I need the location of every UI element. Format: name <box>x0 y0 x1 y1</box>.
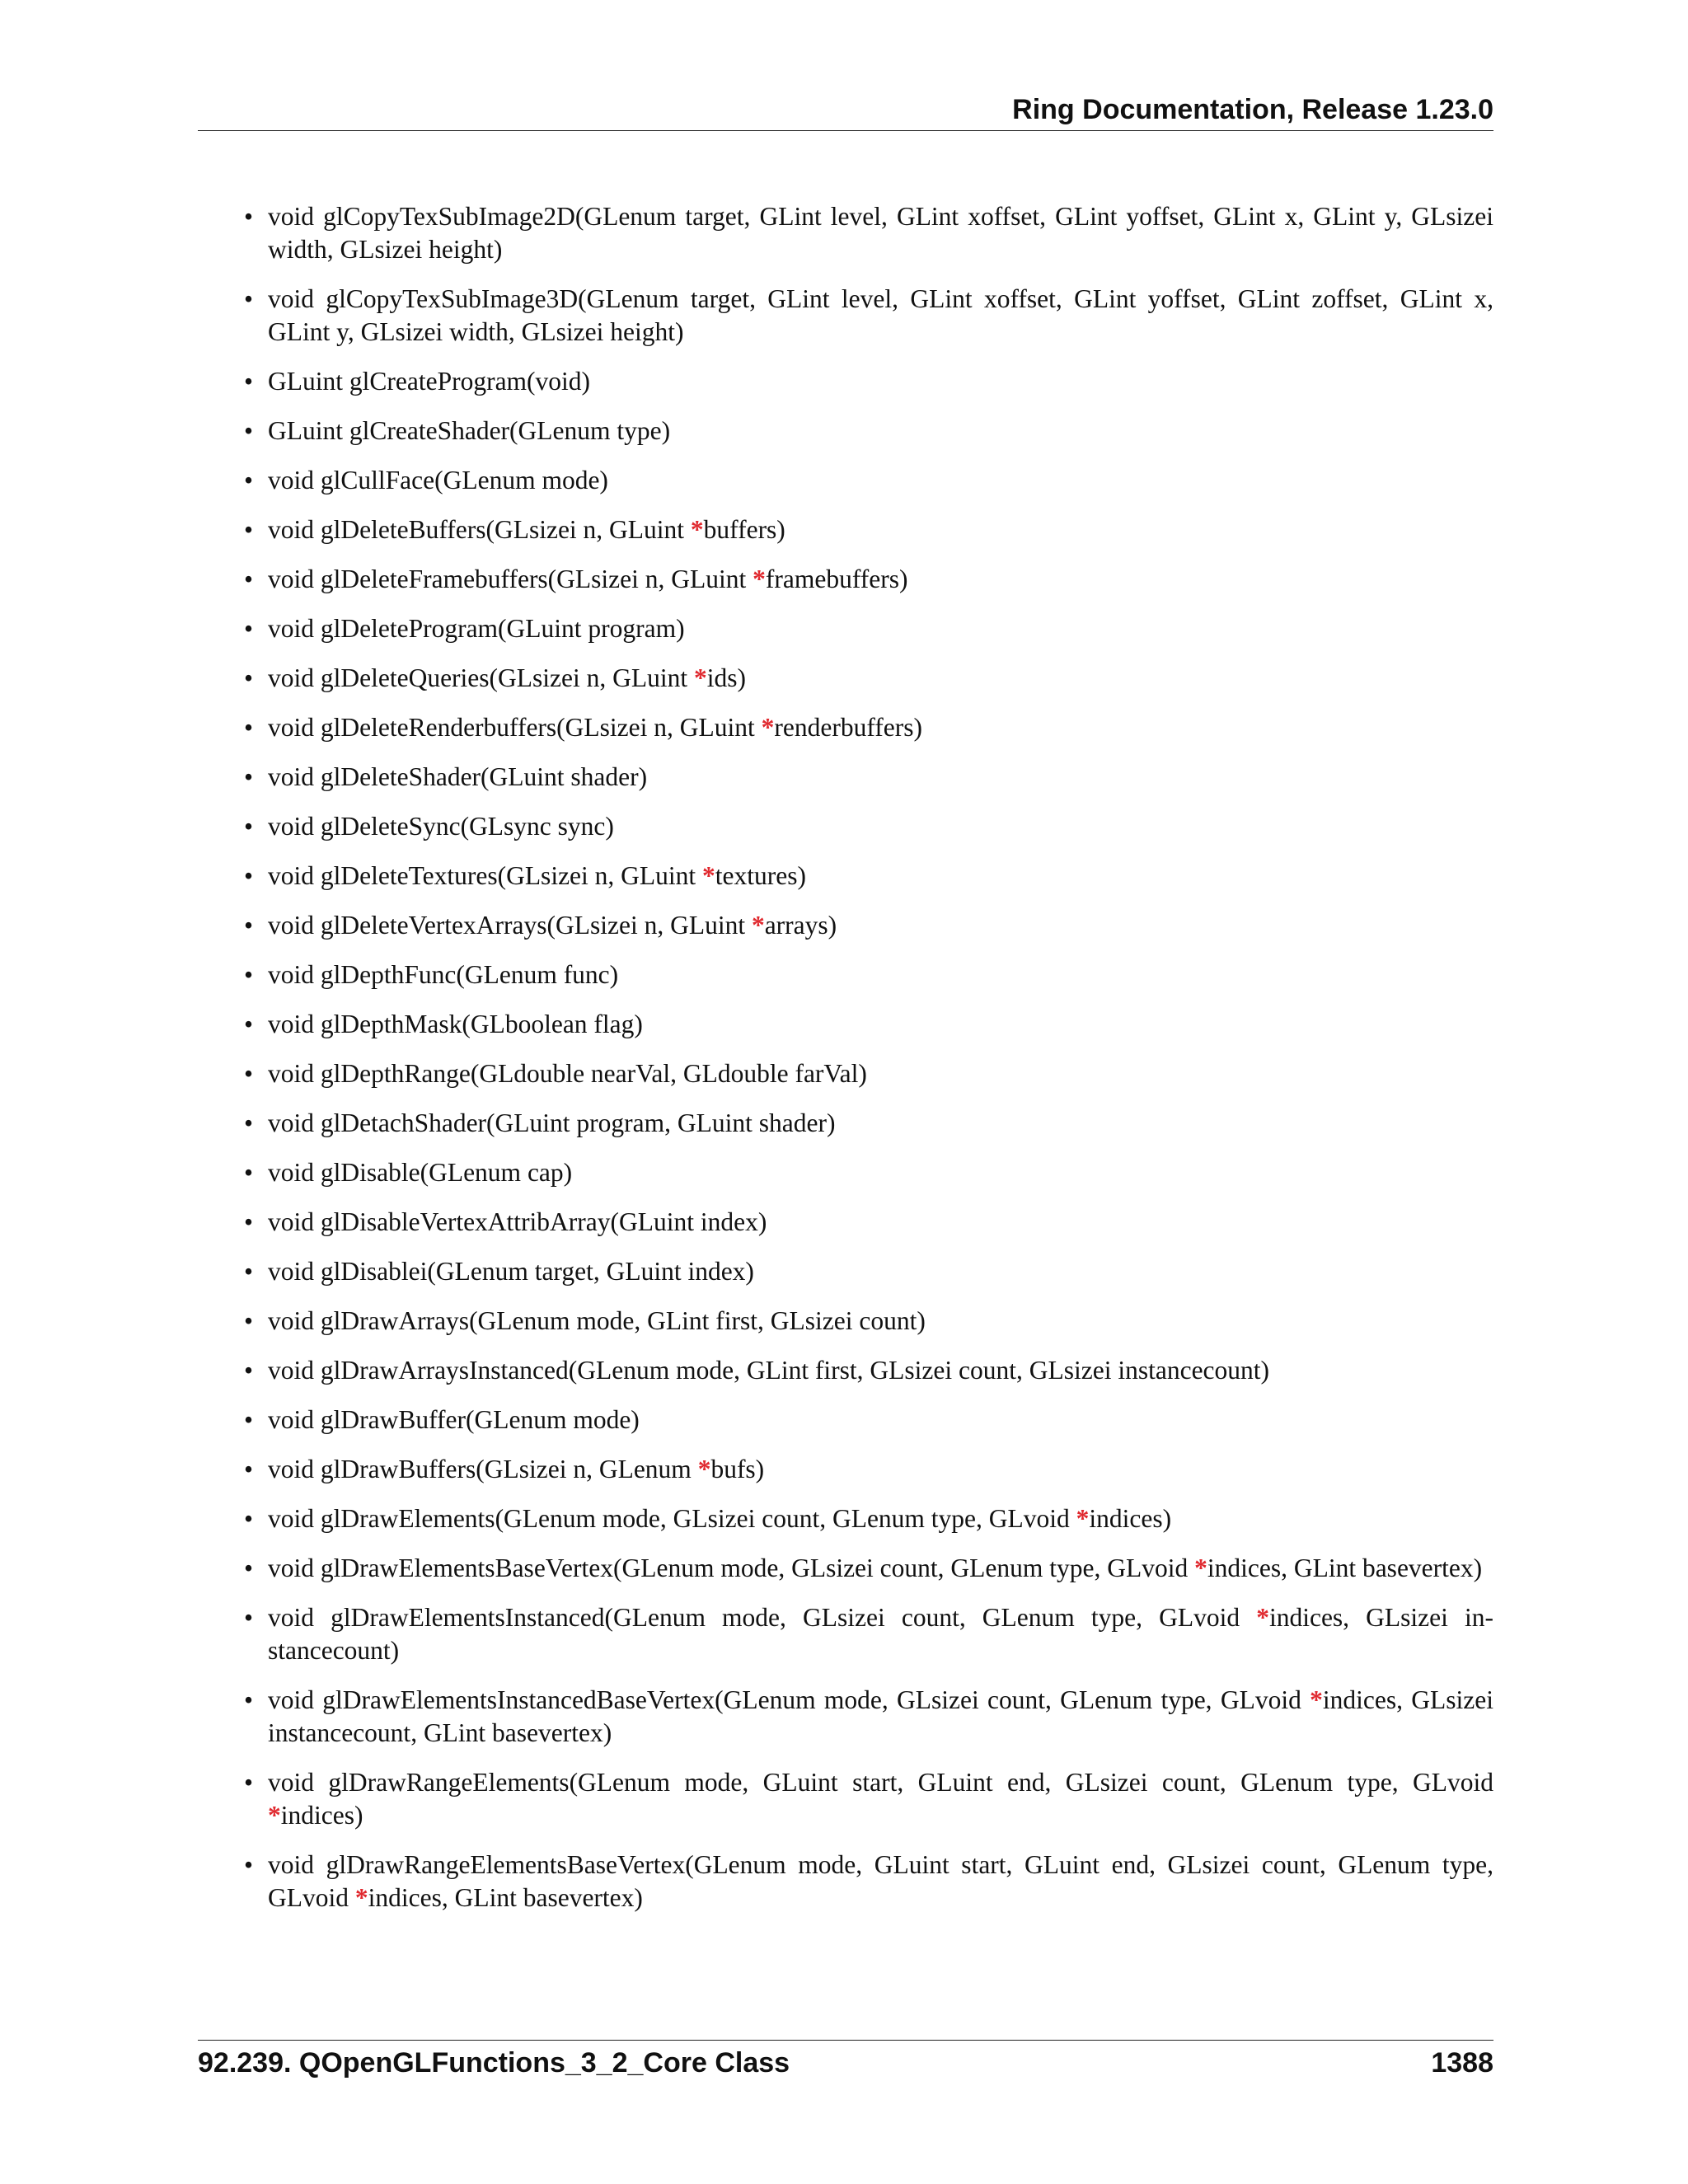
list-item <box>198 1057 1493 1090</box>
pointer-asterisk: * <box>753 565 766 593</box>
bullet-marker: • <box>244 515 254 544</box>
list-item <box>198 810 1493 843</box>
list-item <box>198 200 1493 266</box>
bullet-marker: • <box>244 663 254 692</box>
function-signature-text: void glDeleteTextures(GLsizei n, GLuint <box>268 861 703 890</box>
function-signature-text: void glDrawBuffers(GLsizei n, GLenum <box>268 1455 698 1483</box>
footer-rule <box>198 2040 1493 2041</box>
bullet-marker: • <box>244 812 254 841</box>
list-item <box>198 711 1493 744</box>
function-signature-text: renderbuffers) <box>774 713 922 742</box>
function-signature-text: void glCullFace(GLenum mode) <box>268 466 608 494</box>
function-signature-text: indices, GLsizei instancecount) <box>268 1603 1493 1665</box>
function-signature-text: indices) <box>1089 1504 1172 1533</box>
bullet-marker: • <box>244 614 254 643</box>
header-rule <box>198 130 1493 131</box>
pointer-asterisk: * <box>268 1801 281 1830</box>
function-signature-text: void glDrawElementsBaseVertex(GLenum mode, GLsizei count, GLenum type, GLvoid <box>268 1554 1195 1582</box>
list-item <box>198 464 1493 497</box>
pointer-asterisk: * <box>690 515 704 544</box>
function-signature-text: void glDeleteShader(GLuint shader) <box>268 762 648 791</box>
list-item <box>198 909 1493 942</box>
list-item <box>198 1849 1493 1915</box>
bullet-marker: • <box>244 1685 254 1714</box>
bullet-marker: • <box>244 565 254 593</box>
bullet-marker: • <box>244 1554 254 1582</box>
function-signature-text: GLuint glCreateProgram(void) <box>268 367 591 396</box>
list-item <box>198 513 1493 546</box>
function-signature-text: void glDrawRangeElementsBaseVertex(GLenum mode, GLuint start, GLuint end, GLsizei count, GLenum type, GLvoid <box>268 1850 1493 1912</box>
list-item <box>198 1107 1493 1140</box>
bullet-marker: • <box>244 1405 254 1434</box>
bullet-marker: • <box>244 1504 254 1533</box>
bullet-marker: • <box>244 1850 254 1879</box>
function-signature-text: void glDeleteFramebuffers(GLsizei n, GLuint <box>268 565 753 593</box>
function-signature-text: void glDeleteRenderbuffers(GLsizei n, GLuint <box>268 713 762 742</box>
bullet-marker: • <box>244 861 254 890</box>
pointer-asterisk: * <box>702 861 715 890</box>
pointer-asterisk: * <box>1310 1685 1323 1714</box>
function-signature-text: void glDrawElementsInstanced(GLenum mode, GLsizei count, GLenum type, GLvoid <box>268 1603 1257 1632</box>
list-item <box>198 1255 1493 1288</box>
pointer-asterisk: * <box>1194 1554 1207 1582</box>
function-signature-text: textures) <box>715 861 806 890</box>
list-item <box>198 563 1493 596</box>
list-item <box>198 958 1493 991</box>
bullet-marker: • <box>244 1108 254 1137</box>
bullet-marker: • <box>244 416 254 445</box>
function-signature-text: indices, GLint basevertex) <box>368 1883 643 1912</box>
running-header: Ring Documentation, Release 1.23.0 <box>1012 94 1493 125</box>
function-signature-text: indices) <box>280 1801 363 1830</box>
bullet-marker: • <box>244 1059 254 1088</box>
function-signature-text: void glDrawArrays(GLenum mode, GLint first, GLsizei count) <box>268 1306 926 1335</box>
list-item <box>198 415 1493 448</box>
list-item <box>198 1601 1493 1667</box>
pointer-asterisk: * <box>1256 1603 1269 1632</box>
function-signature-text: indices, GLsizei instancecount, GLint basevertex) <box>268 1685 1493 1747</box>
pointer-asterisk: * <box>751 911 765 940</box>
function-signature-text: void glDeleteSync(GLsync sync) <box>268 812 614 841</box>
bullet-marker: • <box>244 466 254 494</box>
function-signature-text: framebuffers) <box>765 565 908 593</box>
bullet-marker: • <box>244 911 254 940</box>
page-number: 1388 <box>1431 2047 1493 2079</box>
function-signature-text: GLuint glCreateShader(GLenum type) <box>268 416 671 445</box>
function-list <box>198 200 1493 1915</box>
function-signature-text: ids) <box>706 663 746 692</box>
running-footer <box>198 2046 1493 2080</box>
function-signature-text: buffers) <box>703 515 785 544</box>
pointer-asterisk: * <box>693 663 707 692</box>
bullet-marker: • <box>244 202 254 231</box>
list-item <box>198 1156 1493 1189</box>
list-item <box>198 1305 1493 1338</box>
function-signature-text: void glDrawBuffer(GLenum mode) <box>268 1405 640 1434</box>
function-signature-text: void glDeleteProgram(GLuint program) <box>268 614 685 643</box>
function-signature-text: void glDepthMask(GLboolean flag) <box>268 1010 643 1038</box>
list-item <box>198 761 1493 794</box>
bullet-marker: • <box>244 1158 254 1187</box>
function-signature-text: indices, GLint basevertex) <box>1207 1554 1483 1582</box>
bullet-marker: • <box>244 1257 254 1286</box>
pointer-asterisk: * <box>761 713 775 742</box>
function-signature-text: void glDepthFunc(GLenum func) <box>268 960 619 989</box>
bullet-marker: • <box>244 1010 254 1038</box>
function-signature-text: void glDepthRange(GLdouble nearVal, GLdouble farVal) <box>268 1059 867 1088</box>
list-item <box>198 1453 1493 1486</box>
list-item <box>198 1008 1493 1041</box>
list-item <box>198 1502 1493 1535</box>
pointer-asterisk: * <box>1076 1504 1090 1533</box>
function-signature-text: void glDisableVertexAttribArray(GLuint index) <box>268 1207 767 1236</box>
bullet-marker: • <box>244 1603 254 1632</box>
function-signature-text: void glDisablei(GLenum target, GLuint index) <box>268 1257 754 1286</box>
function-signature-text: void glDrawRangeElements(GLenum mode, GLuint start, GLuint end, GLsizei count, GLenum type, GLvoid <box>268 1768 1493 1797</box>
bullet-marker: • <box>244 960 254 989</box>
list-item <box>198 1684 1493 1750</box>
list-item <box>198 1552 1493 1585</box>
bullet-marker: • <box>244 1455 254 1483</box>
list-item <box>198 365 1493 398</box>
function-signature-text: bufs) <box>710 1455 765 1483</box>
function-signature-text: arrays) <box>764 911 837 940</box>
list-item <box>198 1766 1493 1832</box>
list-item <box>198 1404 1493 1436</box>
function-signature-text: void glDrawArraysInstanced(GLenum mode, GLint first, GLsizei count, GLsizei instancecount) <box>268 1356 1270 1385</box>
function-signature-text: void glDrawElements(GLenum mode, GLsizei count, GLenum type, GLvoid <box>268 1504 1076 1533</box>
bullet-marker: • <box>244 1306 254 1335</box>
function-signature-text: void glCopyTexSubImage2D(GLenum target, GLint level, GLint xoffset, GLint yoffset, GLint x, GLint y, GLsizei width, GLsizei height) <box>268 202 1493 264</box>
function-signature-text: void glDetachShader(GLuint program, GLuint shader) <box>268 1108 836 1137</box>
function-signature-text: void glDeleteQueries(GLsizei n, GLuint <box>268 663 694 692</box>
function-signature-text: void glCopyTexSubImage3D(GLenum target, GLint level, GLint xoffset, GLint yoffset, GLint zoffset, GLint x, GLint y, GLsizei width, GLsizei height) <box>268 284 1493 346</box>
bullet-marker: • <box>244 367 254 396</box>
bullet-marker: • <box>244 284 254 313</box>
bullet-marker: • <box>244 1207 254 1236</box>
footer-section-title: 92.239. QOpenGLFunctions_3_2_Core Class <box>198 2047 790 2079</box>
function-list-container <box>198 200 1493 1931</box>
pointer-asterisk: * <box>354 1883 368 1912</box>
list-item <box>198 612 1493 645</box>
bullet-marker: • <box>244 1768 254 1797</box>
list-item <box>198 283 1493 349</box>
bullet-marker: • <box>244 762 254 791</box>
list-item <box>198 860 1493 893</box>
function-signature-text: void glDisable(GLenum cap) <box>268 1158 573 1187</box>
bullet-marker: • <box>244 713 254 742</box>
function-signature-text: void glDeleteVertexArrays(GLsizei n, GLuint <box>268 911 752 940</box>
function-signature-text: void glDrawElementsInstancedBaseVertex(GLenum mode, GLsizei count, GLenum type, GLvoid <box>268 1685 1311 1714</box>
list-item <box>198 1206 1493 1239</box>
bullet-marker: • <box>244 1356 254 1385</box>
list-item <box>198 662 1493 695</box>
function-signature-text: void glDeleteBuffers(GLsizei n, GLuint <box>268 515 691 544</box>
pointer-asterisk: * <box>697 1455 711 1483</box>
list-item <box>198 1354 1493 1387</box>
